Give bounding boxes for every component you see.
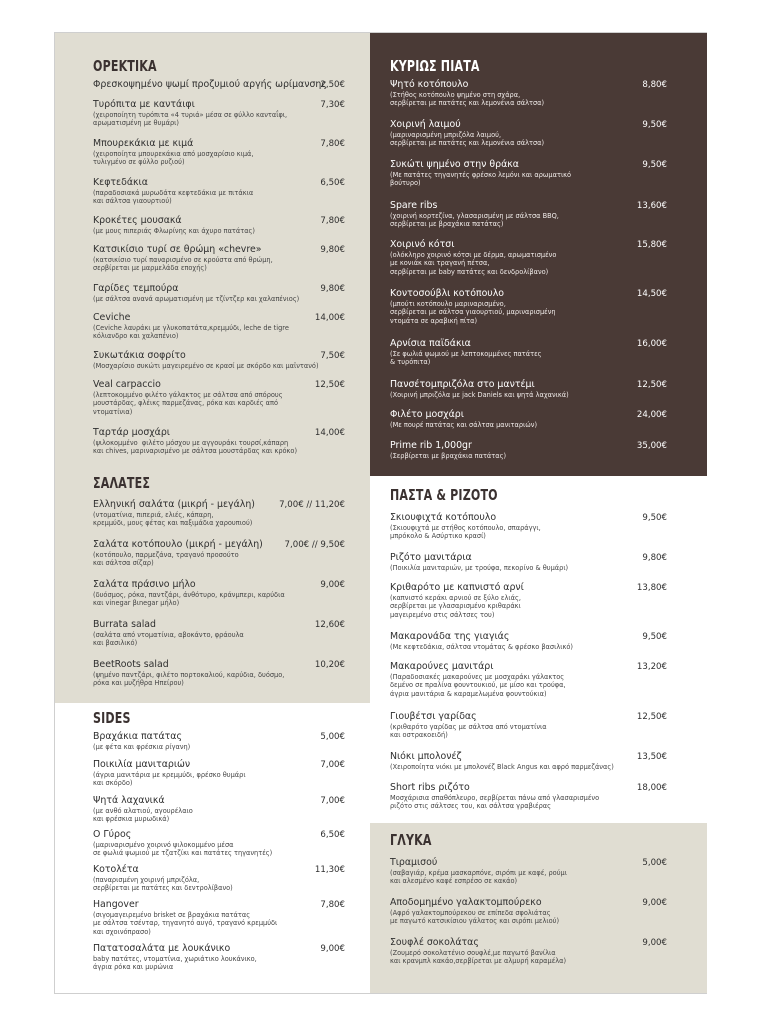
list-item: Σουφλέ σοκολάτας (Ζουμερό σοκολατένιο σουφλέ,με παγωτό βανίλια και κρανμπλ κακάο,σερβίρεται με αλμυρή καραμέλα) — [390, 937, 567, 966]
section-title-pasta: ΠΑΣΤΑ & ΡΙΖΟΤΟ — [390, 486, 498, 504]
list-item: Prime rib 1,000gr (Σερβίρεται με βραχάκια πατάτας) — [390, 440, 507, 460]
desserts-panel — [370, 823, 707, 993]
item-price: 15,80€ — [636, 240, 667, 250]
list-item: Hangover (σιγομαγειρεμένο brisket σε βραχάκια πατάτας με σάλτσα τσένταρ, τηγανητό αυγό, τραγανό κρεμμύδι και σχοινόπρασο) — [93, 899, 278, 936]
item-price: 9,80€ — [642, 553, 667, 563]
item-price: 7,00€ — [320, 760, 345, 770]
item-price: 5,00€ — [320, 732, 345, 742]
item-price: 13,60€ — [636, 201, 667, 211]
item-price: 11,30€ — [314, 865, 345, 875]
list-item: Ελληνική σαλάτα (μικρή - μεγάλη) (ντοματίνια, πιπεριά, ελιές, κάπαρη, κρεμμύδι, μους φέτας και παξιμάδια χαρουπιού) — [93, 499, 255, 528]
list-item: Φιλέτο μοσχάρι (Με πουρέ πατάτας και σάλτσα μανιταριών) — [390, 409, 538, 429]
item-price: 10,20€ — [314, 660, 345, 670]
list-item: Βραχάκια πατάτας (με φέτα και φρέσκια ρίγανη) — [93, 731, 191, 751]
list-item: Ceviche (Ceviche λαυράκι με γλυκοπατάτα,κρεμμύδι, leche de tigre κόλιανδρο και χαλαπένιο) — [93, 312, 289, 341]
list-item: Πανσέτομπριζόλα στο μαντέμι (Χοιρινή μπριζόλα με jack Daniels και ψητά λαχανικά) — [390, 379, 569, 399]
list-item: Χοιρινή λαιμού (μαριναρισμένη μπριζόλα λαιμού, σερβίρεται με πατάτες και λεμονένια σάλτσα) — [390, 119, 545, 148]
item-price: 2,50€ — [320, 80, 345, 90]
item-price: 16,00€ — [636, 339, 667, 349]
list-item: Burrata salad (σαλάτα από ντοματίνια, αβοκάντο, φράουλα και βασιλικό) — [93, 619, 244, 648]
item-price: 7,50€ — [320, 351, 345, 361]
item-price: 7,30€ — [320, 100, 345, 110]
item-price: 35,00€ — [636, 441, 667, 451]
list-item: Κοτολέτα (παναρισμένη χοιρινή μπριζόλα, σερβίρεται με πατάτες και δεντρολίβανο) — [93, 864, 233, 893]
list-item: Σαλάτα κοτόπουλο (μικρή - μεγάλη) (κοτόπουλο, παρμεζάνα, τραγανό προσούτο και σάλτσα σίζαρ) — [93, 539, 263, 568]
section-title-orektika: ΟΡΕΚΤΙΚΑ — [93, 57, 157, 75]
item-price: 5,00€ — [642, 858, 667, 868]
sides-panel — [55, 703, 370, 993]
item-price: 7,00€ // 11,20€ — [279, 500, 345, 510]
list-item: Κριθαρότο με καπνιστό αρνί (καπνιστό κεράκι αρνιού σε ξύλο ελιάς, σερβίρεται με γλασαρισμένο κριθαράκι μαγειρεμένο στις σάλτσες του) — [390, 582, 524, 619]
item-price: 9,00€ — [642, 898, 667, 908]
list-item: Κροκέτες μουσακά (με μους πιπεριάς Φλωρίνης και άχυρο πατάτας) — [93, 215, 255, 235]
item-price: 9,50€ — [642, 160, 667, 170]
list-item: Αποδομημένο γαλακτομπούρεκο (Αφρό γαλακτομπούρεκου σε επίπεδα σφολιάτας με παγωτό κατσικίσιου γάλατος και σιρόπι μελιού) — [390, 897, 560, 926]
list-item: BeetRoots salad (ψημένο παντζάρι, φιλέτο πορτοκαλιού, καρύδια, δυόσμο, ρόκα και μυζήθρα Ηπείρου) — [93, 659, 285, 688]
item-price: 6,50€ — [320, 830, 345, 840]
left-beige-panel — [55, 33, 370, 703]
item-price: 7,80€ — [320, 139, 345, 149]
menu-page — [54, 32, 707, 994]
list-item: Ταρτάρ μοσχάρι (ψιλοκομμένο φιλέτο μόσχου με αγγουράκι τουρσί,κάπαρη και chives, μαριναρισμένο με σάλτσα μουστάρδας και κρόκο) — [93, 427, 298, 456]
item-price: 18,00€ — [636, 783, 667, 793]
item-price: 9,80€ — [320, 245, 345, 255]
list-item: Γιουβέτσι γαρίδας (κριθαρότο γαρίδας με σάλτσα από ντοματίνια και οστρακοειδή) — [390, 711, 547, 740]
item-price: 14,00€ — [314, 313, 345, 323]
list-item: Τιραμισού (σαβαγιάρ, κρέμα μασκαρπόνε, σιρόπι με καφέ, ρούμι και αλεσμένο καφέ εσπρέσο σε κακάο) — [390, 857, 567, 886]
list-item: Ριζότο μανιτάρια (Ποικιλία μανιταριών, με τρούφα, πεκορίνο & θυμάρι) — [390, 552, 569, 572]
list-item: Veal carpaccio (λεπτοκομμένο φιλέτο γάλακτος με σάλτσα από σπόρους μουστάρδας, φλέικς παρμεζάνας, ρόκα και καρδιές από ντοματίνια) — [93, 379, 283, 416]
list-item: Αρνίσια παϊδάκια (Σε φωλιά ψωμιού με λεπτοκομμένες πατάτες & τυρόπιτα) — [390, 338, 542, 367]
list-item: Κοντοσούβλι κοτόπουλο (μπούτι κοτόπουλο μαριναρισμένο, σερβίρεται με σάλτσα γιαουρτιού, μαριναρισμένη ντομάτα σε αραβική πίτα) — [390, 288, 556, 325]
list-item: Ποικιλία μανιταριών (άγρια μανιτάρια με κρεμμύδι, φρέσκο θυμάρι και σκόρδο) — [93, 759, 246, 788]
item-price: 14,50€ — [636, 289, 667, 299]
section-title-sides: SIDES — [93, 709, 131, 727]
item-price: 9,00€ — [320, 944, 345, 954]
item-price: 12,50€ — [314, 380, 345, 390]
item-price: 7,00€ — [320, 796, 345, 806]
item-price: 9,00€ — [642, 938, 667, 948]
item-price: 9,50€ — [642, 120, 667, 130]
list-item: Σκιουφιχτά κοτόπουλο (Σκιουφιχτά με στήθος κοτόπουλο, σπαράγγι, μπρόκολο & Ασύρτικο κρασί) — [390, 512, 541, 541]
pasta-panel — [370, 476, 707, 823]
list-item: Short ribs ριζότο Μοσχάρισια σπαθόπλευρο, σερβίρεται πάνω από γλασαρισμένο ριζότο στις σάλτσες του, και σάλτσα γραβιέρας — [390, 782, 600, 811]
item-price: 13,80€ — [636, 583, 667, 593]
section-title-salates: ΣΑΛΑΤΕΣ — [93, 474, 151, 492]
list-item: Ο Γύρος (μαριναρισμένο χοιρινό ψιλοκομμένο μέσα σε φωλιά ψωμιού με τζατζίκι και πατάτες τηγανητές) — [93, 829, 273, 858]
section-title-kyrios: ΚΥΡΙΩΣ ΠΙΑΤΑ — [390, 57, 480, 75]
item-price: 24,00€ — [636, 410, 667, 420]
list-item: Νιόκι μπολονέζ (Χειροποίητα νιόκι με μπολονέζ Black Angus και αφρό παρμεζάνας) — [390, 751, 614, 771]
list-item: Ψητά λαχανικά (με ανθό αλατιού, αγουρέλαιο και φρέσκια μυρωδικά) — [93, 795, 193, 824]
section-title-glyka: ΓΛΥΚΑ — [390, 831, 432, 849]
item-price: 13,50€ — [636, 752, 667, 762]
list-item: Χοιρινό κότσι (ολόκληρο χοιρινό κότσι με δέρμα, αρωματισμένο με κονιάκ και τραγανή πέτσα, σερβίρεται με baby πατάτες και δενδρολίβανο) — [390, 239, 557, 276]
list-item: Μπουρεκάκια με κιμά (χειροποίητα μπουρεκάκια από μοσχαρίσιο κιμά, τυλιγμένο σε φύλλο ρυζιού) — [93, 138, 254, 167]
item-price: 6,50€ — [320, 178, 345, 188]
item-price: 12,60€ — [314, 620, 345, 630]
item-price: 7,00€ // 9,50€ — [284, 540, 345, 550]
list-item: Σαλάτα πράσινο μήλο (δυόσμος, ρόκα, παντζάρι, άνθότυρο, κράνμπερι, καρύδια και vinegar βιnegar μήλο) — [93, 579, 285, 608]
main-dishes-panel — [370, 33, 707, 476]
item-price: 12,50€ — [636, 712, 667, 722]
list-item: Συκώτι ψημένο στην θράκα (Με πατάτες τηγανητές φρέσκο λεμόνι και αρωματικό βούτυρο) — [390, 159, 572, 188]
item-price: 9,50€ — [642, 632, 667, 642]
list-item: Γαρίδες τεμπούρα (με σάλτσα ανανά αρωματισμένη με τζίντζερ και χαλαπένιος) — [93, 283, 300, 303]
list-item: Συκωτάκια σοφρίτο (Μοσχαρίσιο συκώτι μαγειρεμένο σε κρασί με σκόρδο και μαϊντανό) — [93, 350, 319, 370]
list-item: Κατσικίσιο τυρί σε θρώμη «chevre» (κατσικίσιο τυρί παναρισμένο σε κρούστα από θρώμη, σερβίρεται με μαρμελάδα εποχής) — [93, 244, 273, 273]
item-price: 9,00€ — [320, 580, 345, 590]
item-price: 9,50€ — [642, 513, 667, 523]
list-item: Ψητό κοτόπουλο (Στήθος κοτόπουλο ψημένο στη σχάρα, σερβίρεται με πατάτες και λεμονένια σάλτσα) — [390, 79, 545, 108]
list-item: Spare ribs (χοιρινή κορτεζίνα, γλασαρισμένη με σάλτσα BBQ, σερβίρεται με βραχάκια πατάτας) — [390, 200, 559, 229]
list-item: Πατατοσαλάτα με λουκάνικο baby πατάτες, ντοματίνια, χωριάτικο λουκάνικο, άγρια ρόκα και μυρώνια — [93, 943, 257, 972]
list-item: Φρεσκοψημένο ψωμί προζυμιού αργής ωρίμανσης — [93, 79, 327, 90]
item-price: 14,00€ — [314, 428, 345, 438]
list-item: Μακαρονάδα της γιαγιάς (Με κεφτεδάκια, σάλτσα ντομάτας & φρέσκο βασιλικό) — [390, 631, 573, 651]
item-price: 7,80€ — [320, 900, 345, 910]
list-item: Κεφτεδάκια (παραδοσιακά μυρωδάτα κεφτεδάκια με πιτάκια και σάλτσα γιαουρτιού) — [93, 177, 254, 206]
item-price: 8,80€ — [642, 80, 667, 90]
item-price: 13,20€ — [636, 662, 667, 672]
item-price: 9,80€ — [320, 284, 345, 294]
item-price: 7,80€ — [320, 216, 345, 226]
list-item: Μακαρούνες μανιτάρι (Παραδοσιακές μακαρούνες με μοσχαράκι γάλακτος δεμένο σε πραλίνα φουντουκιού, με μίσο και τρούφα, άγρια μανιτάρια & καραμελωμένα φουντούκια) — [390, 661, 566, 698]
list-item: Τυρόπιτα με καντάιφι (χειροποίητη τυρόπιτα «4 τυριά» μέσα σε φύλλο κανταΐφι, αρωματισμένη με θυμάρι) — [93, 99, 288, 128]
item-price: 12,50€ — [636, 380, 667, 390]
